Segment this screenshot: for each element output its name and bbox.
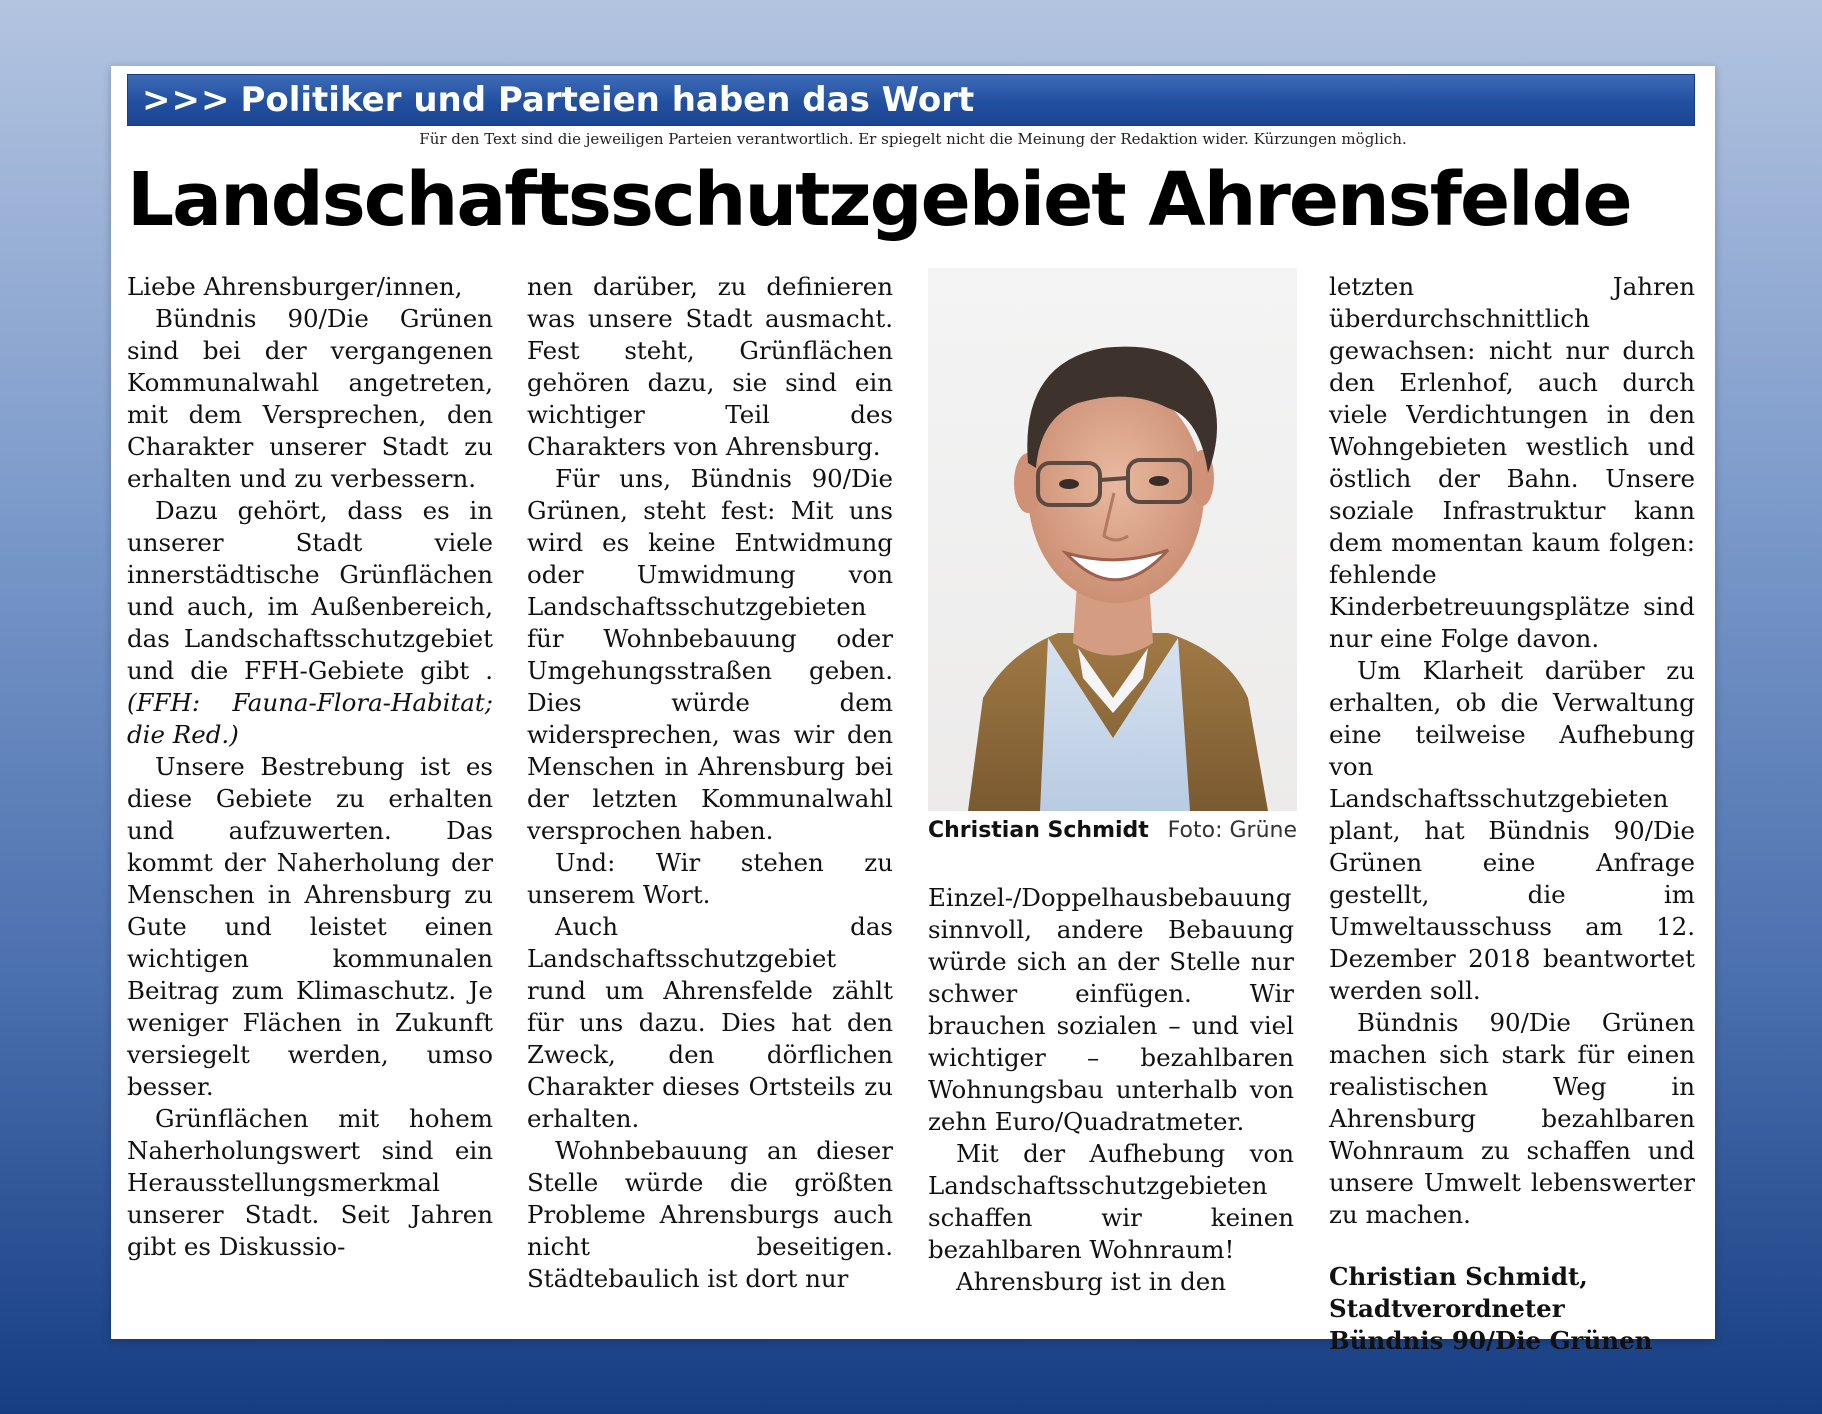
paragraph: Ahrensburg ist in den: [956, 1267, 1227, 1296]
photo-caption: [928, 818, 1297, 843]
headline: Landschaftsschutzgebiet Ahrensfelde: [127, 157, 1631, 243]
paragraph: Um Klarheit darüber zu erhalten, ob die Verwaltung eine teilweise Aufhebung von Landschaftsschutzgebieten plant, hat Bündnis 90/Die Grünen eine Anfrage gestellt, die im Umweltausschuss am 12. Dezember 2018 beantwortet werden soll.: [1329, 656, 1695, 1005]
paragraph: Dazu gehört, dass es in unserer Stadt viele innerstädtische Grünflächen und auch, im Außenbereich, das Landschaftsschutzgebiet und die FFH-Gebiete gibt .(FFH: Fauna-Flora-Habitat; die Red.): [127, 496, 493, 749]
signature-line: Bündnis 90/Die Grünen: [1329, 1326, 1653, 1355]
editor-note: (FFH: Fauna-Flora-Habitat; die Red.): [127, 688, 493, 749]
paragraph: Bündnis 90/Die Grünen machen sich stark für einen realistischen Weg in Ahrensburg bezahlbaren Wohnraum zu schaffen und unsere Umwelt lebenswerter zu machen.: [1329, 1008, 1695, 1229]
paragraph: Unsere Bestrebung ist es diese Gebiete zu erhalten und aufzuwerten. Das kommt der Naherholung der Menschen in Ahrensburg zu Gute und leistet einen wichtigen kommunalen Beitrag zum Klimaschutz. Je weniger Flächen in Zukunft versiegelt werden, umso besser.: [127, 752, 493, 1101]
paragraph: Mit der Aufhebung von Landschaftsschutzgebieten schaffen wir keinen bezahlbaren Wohnraum!: [928, 1139, 1294, 1264]
paragraph: Wohnbebauung an dieser Stelle würde die größten Probleme Ahrensburgs auch nicht beseitigen. Städtebaulich ist dort nur: [527, 1136, 893, 1293]
paragraph: Und: Wir stehen zu unserem Wort.: [527, 848, 893, 909]
paragraph: nen darüber, zu definieren was unsere Stadt ausmacht. Fest steht, Grünflächen gehören dazu, sie sind ein wichtiger Teil des Charakters von Ahrensburg.: [527, 272, 893, 461]
chevron-icon: >>>: [142, 80, 231, 120]
paragraph: Bündnis 90/Die Grünen sind bei der vergangenen Kommunalwahl angetreten, mit dem Versprechen, den Charakter unserer Stadt zu erhalten und zu verbessern.: [127, 304, 493, 493]
paragraph: Liebe Ahrensburger/innen,: [127, 272, 463, 301]
paragraph: letzten Jahren überdurchschnittlich gewachsen: nicht nur durch den Erlenhof, auch durch viele Verdichtungen in den Wohngebieten westlich und östlich der Bahn. Unsere soziale Infrastruktur kann dem momentan kaum folgen: fehlende Kinderbetreuungsplätze sind nur eine Folge davon.: [1329, 272, 1695, 653]
disclaimer: Für den Text sind die jeweiligen Parteien verantwortlich. Er spiegelt nicht die Meinung der Redaktion wider. Kürzungen möglich.: [419, 130, 1407, 148]
portrait-illustration: [928, 268, 1297, 811]
caption-name: Christian Schmidt: [928, 818, 1149, 843]
signature-line: Stadtverordneter: [1329, 1294, 1565, 1323]
portrait-photo: [928, 268, 1297, 811]
paragraph: Auch das Landschaftsschutzgebiet rund um Ahrensfelde zählt für uns dazu. Dies hat den Zweck, den dörflichen Charakter dieses Ortsteils zu erhalten.: [527, 912, 893, 1133]
article-column-1: [127, 271, 493, 1263]
signature-line: Christian Schmidt,: [1329, 1262, 1588, 1291]
article-page: [111, 66, 1715, 1355]
caption-credit: Foto: Grüne: [1167, 818, 1297, 843]
author-signature: [1329, 1261, 1695, 1357]
article-column-3: [928, 882, 1294, 1298]
article-column-2: [527, 271, 893, 1295]
paragraph: Grünflächen mit hohem Naherholungswert sind ein Herausstellungsmerkmal unserer Stadt. Seit Jahren gibt es Diskussio-: [127, 1104, 493, 1261]
section-banner: [127, 74, 1695, 126]
article-column-4: [1329, 271, 1695, 1357]
banner-title: Politiker und Parteien haben das Wort: [240, 80, 975, 120]
paragraph: Für uns, Bündnis 90/Die Grünen, steht fest: Mit uns wird es keine Entwidmung oder Umwidmung von Landschaftsschutzgebieten für Wohnbebauung oder Umgehungsstraßen geben. Dies würde dem widersprechen, was wir den Menschen in Ahrensburg bei der letzten Kommunalwahl versprochen haben.: [527, 464, 893, 845]
paragraph: Einzel-/Doppelhausbebauung sinnvoll, andere Bebauung würde sich an der Stelle nur schwer einfügen. Wir brauchen sozialen – und viel wichtiger – bezahlbaren Wohnungsbau unterhalb von zehn Euro/Quadratmeter.: [928, 883, 1294, 1136]
